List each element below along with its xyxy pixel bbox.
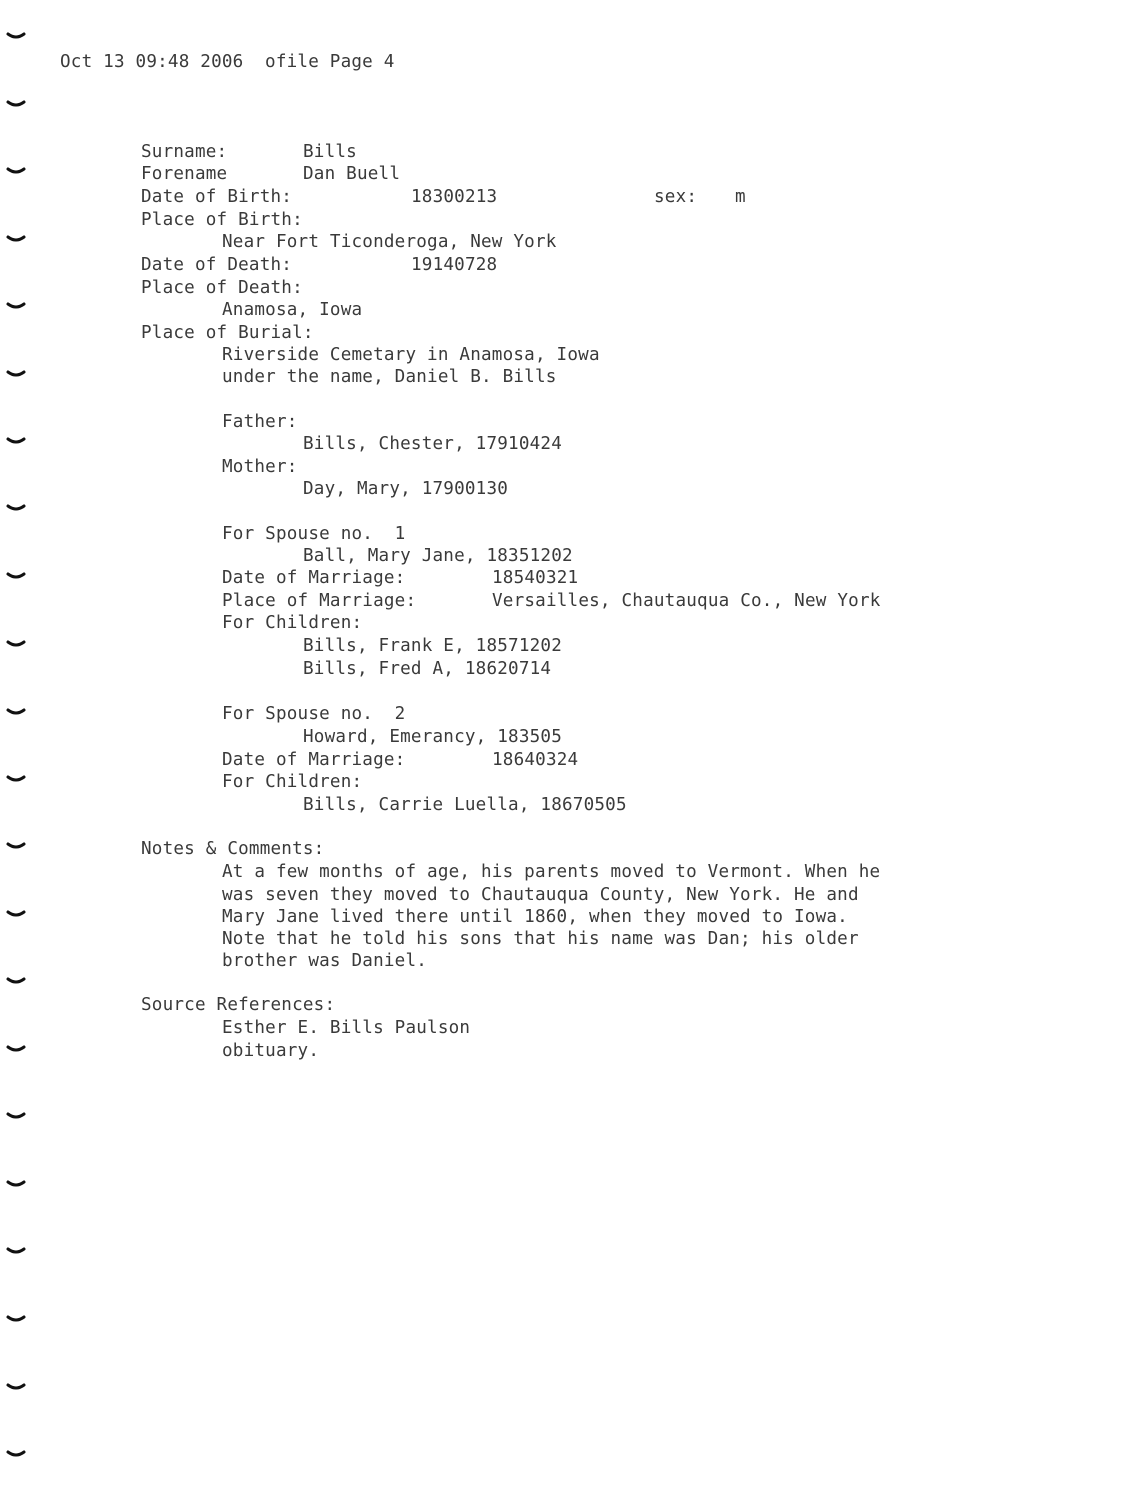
pob-value: Near Fort Ticonderoga, New York [222, 232, 557, 252]
forename-value: Dan Buell [303, 164, 401, 184]
spouse-label: For Spouse no. 1 [222, 524, 406, 544]
burial-line: under the name, Daniel B. Bills [222, 367, 557, 387]
notes-line: Mary Jane lived there until 1860, when they moved to Iowa. [222, 907, 848, 927]
dob-label: Date of Birth: [141, 187, 293, 207]
dod-value: 19140728 [411, 255, 498, 275]
source-line: obituary. [222, 1041, 320, 1061]
spouse-label: For Spouse no. 2 [222, 704, 406, 724]
forename-label: Forename [141, 164, 228, 184]
notes-label: Notes & Comments: [141, 839, 325, 859]
marriage-place-label: Place of Marriage: [222, 591, 417, 611]
notes-line: brother was Daniel. [222, 951, 428, 971]
child-entry: Bills, Fred A, 18620714 [303, 659, 552, 679]
marriage-date-label: Date of Marriage: [222, 568, 406, 588]
feed-hole-mark [6, 100, 26, 110]
notes-line: was seven they moved to Chautauqua County, New York. He and [222, 885, 859, 905]
feed-hole-mark [6, 370, 26, 380]
feed-hole-mark [6, 1045, 26, 1055]
feed-hole-mark [6, 235, 26, 245]
feed-hole-mark [6, 32, 26, 42]
mother-value: Day, Mary, 17900130 [303, 479, 509, 499]
feed-hole-mark [6, 1180, 26, 1190]
pod-value: Anamosa, Iowa [222, 300, 363, 320]
feed-hole-mark [6, 977, 26, 987]
feed-hole-mark [6, 504, 26, 514]
feed-hole-mark [6, 1450, 26, 1460]
feed-hole-mark [6, 572, 26, 582]
feed-hole-mark [6, 167, 26, 177]
father-label: Father: [222, 412, 298, 432]
dob-value: 18300213 [411, 187, 498, 207]
print-header: Oct 13 09:48 2006 ofile Page 4 [60, 52, 395, 72]
notes-line: Note that he told his sons that his name was Dan; his older [222, 929, 859, 949]
burial-line: Riverside Cemetary in Anamosa, Iowa [222, 345, 600, 365]
marriage-date-label: Date of Marriage: [222, 750, 406, 770]
sources-label: Source References: [141, 995, 336, 1015]
feed-hole-mark [6, 708, 26, 718]
feed-hole-mark [6, 1247, 26, 1257]
burial-label: Place of Burial: [141, 323, 314, 343]
pob-label: Place of Birth: [141, 210, 303, 230]
surname-label: Surname: [141, 142, 228, 162]
feed-hole-mark [6, 1112, 26, 1122]
feed-hole-mark [6, 1383, 26, 1393]
feed-hole-mark [6, 842, 26, 852]
mother-label: Mother: [222, 457, 298, 477]
children-label: For Children: [222, 772, 363, 792]
children-label: For Children: [222, 613, 363, 633]
feed-hole-mark [6, 775, 26, 785]
surname-value: Bills [303, 142, 357, 162]
marriage-date-value: 18540321 [492, 568, 579, 588]
source-line: Esther E. Bills Paulson [222, 1018, 471, 1038]
feed-hole-mark [6, 910, 26, 920]
feed-hole-mark [6, 437, 26, 447]
sex-value: m [735, 187, 746, 207]
child-entry: Bills, Frank E, 18571202 [303, 636, 563, 656]
marriage-place-value: Versailles, Chautauqua Co., New York [492, 591, 881, 611]
child-entry: Bills, Carrie Luella, 18670505 [303, 795, 627, 815]
dod-label: Date of Death: [141, 255, 293, 275]
pod-label: Place of Death: [141, 278, 303, 298]
father-value: Bills, Chester, 17910424 [303, 434, 563, 454]
spouse-name: Howard, Emerancy, 183505 [303, 727, 563, 747]
feed-hole-mark [6, 1315, 26, 1325]
feed-hole-mark [6, 302, 26, 312]
sex-label: sex: [654, 187, 698, 207]
feed-hole-mark [6, 640, 26, 650]
spouse-name: Ball, Mary Jane, 18351202 [303, 546, 573, 566]
notes-line: At a few months of age, his parents moved to Vermont. When he [222, 862, 881, 882]
marriage-date-value: 18640324 [492, 750, 579, 770]
